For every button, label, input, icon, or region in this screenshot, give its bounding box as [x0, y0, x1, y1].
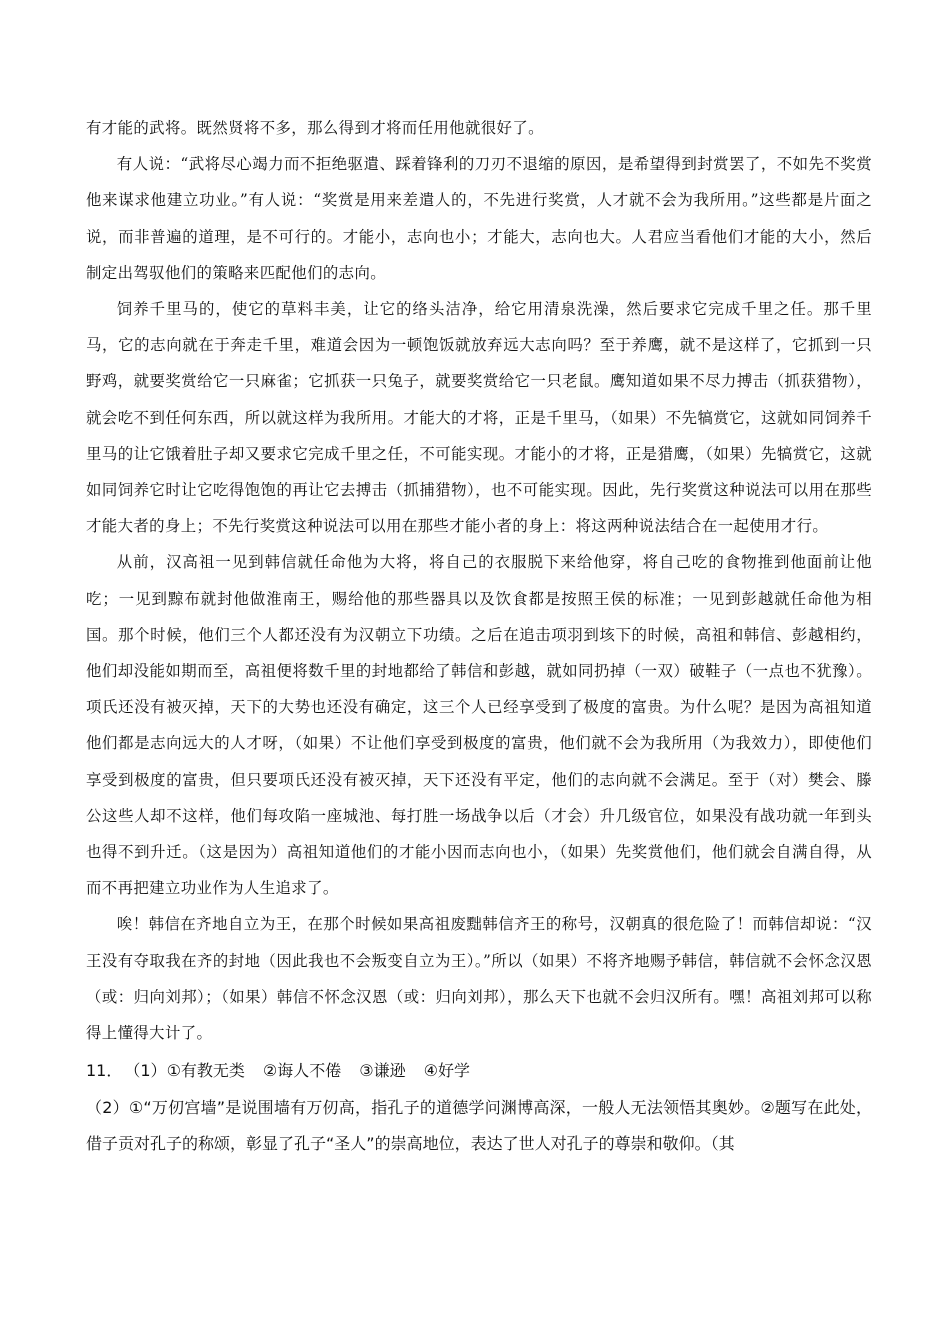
question-11-part-2: （2）①“万仞宫墙”是说围墙有万仞高，指孔子的道德学问渊博高深，一般人无法领悟其奥妙。②题写在此处，借子贡对孔子的称颂，彰显了孔子“圣人”的崇高地位，表达了世人对孔子的尊崇和敬仰。（其: [86, 1097, 872, 1154]
answer-option: ②诲人不倦: [262, 1061, 342, 1081]
answer-option: ①有教无类: [166, 1061, 245, 1081]
part-label: （1）: [132, 1061, 167, 1081]
question-11-part-1: [86, 1053, 872, 1090]
question-number: 11．: [86, 1061, 123, 1081]
answer-section: [86, 1053, 872, 1163]
translation-section: [86, 110, 872, 1051]
translation-paragraph-3: 饲养千里马的，使它的草料丰美，让它的络头洁净，给它用清泉洗澡，然后要求它完成千里之任。那千里马，它的志向就在于奔走千里，难道会因为一顿饱饭就放弃远大志向吗？至于养鹰，就不是这样了，它抓到一只野鸡，就要奖赏给它一只麻雀；它抓获一只兔子，就要奖赏给它一只老鼠。鹰知道如果不尽力搏击（抓获猎物），就会吃不到任何东西，所以就这样为我所用。才能大的才将，正是千里马，（如果）不先犒赏它，这就如同饲养千里马的让它饿着肚子却又要求它完成千里之任，不可能实现。才能小的才将，正是猎鹰，（如果）先犒赏它，这就如同饲养它时让它吃得饱饱的再让它去搏击（抓捕猎物），也不可能实现。因此，先行奖赏这种说法可以用在那些才能大者的身上；不先行奖赏这种说法可以用在那些才能小者的身上：将这两种说法结合在一起使用才行。: [86, 300, 872, 536]
translation-paragraph-5: 唉！韩信在齐地自立为王，在那个时候如果高祖废黜韩信齐王的称号，汉朝真的很危险了！而韩信却说：“汉王没有夺取我在齐的封地（因此我也不会叛变自立为王）。”所以（如果）不将齐地赐予韩信，韩信就不会怀念汉恩（或：归向刘邦）；（如果）韩信不怀念汉恩（或：归向刘邦），那么天下也就不会归汉所有。嘿！高祖刘邦可以称得上懂得大计了。: [86, 915, 872, 1043]
translation-paragraph-2: 有人说：“武将尽心竭力而不拒绝驱遣、踩着锋利的刀刃不退缩的原因，是希望得到封赏罢了，不如先不奖赏他来谋求他建立功业。”有人说：“奖赏是用来差遣人的，不先进行奖赏，人才就不会为我所用。”这些都是片面之说，而非普遍的道理，是不可行的。才能小，志向也小；才能大，志向也大。人君应当看他们才能的大小，然后制定出驾驭他们的策略来匹配他们的志向。: [86, 155, 872, 282]
translation-paragraph-1: 有才能的武将。既然贤将不多，那么得到才将而任用他就很好了。: [86, 119, 544, 137]
answer-option: ③谦逊: [359, 1061, 406, 1081]
translation-paragraph-4: 从前，汉高祖一见到韩信就任命他为大将，将自己的衣服脱下来给他穿，将自己吃的食物推到他面前让他吃；一见到黥布就封他做淮南王，赐给他的那些器具以及饮食都是按照王侯的标准；一见到彭越就任命他为相国。那个时候，他们三个人都还没有为汉朝立下功绩。之后在追击项羽到垓下的时候，高祖和韩信、彭越相约，他们却没能如期而至，高祖便将数千里的封地都给了韩信和彭越，就如同扔掉（一双）破鞋子（一点也不犹豫）。项氏还没有被灭掉，天下的大势也还没有确定，这三个人已经享受到了极度的富贵。为什么呢？是因为高祖知道他们都是志向远大的人才呀，（如果）不让他们享受到极度的富贵，他们就不会为我所用（为我效力），即使他们享受到极度的富贵，但只要项氏还没有被灭掉，天下还没有平定，他们的志向就不会满足。至于（对）樊会、滕公这些人却不这样，他们每攻陷一座城池、每打胜一场战争以后（才会）升几级官位，如果没有战功就一年到头也得不到升迁。（这是因为）高祖知道他们的才能小因而志向也小，（如果）先奖赏他们，他们就会自满自得，从而不再把建立功业作为人生追求了。: [86, 553, 872, 898]
answer-option: ④好学: [423, 1061, 470, 1081]
